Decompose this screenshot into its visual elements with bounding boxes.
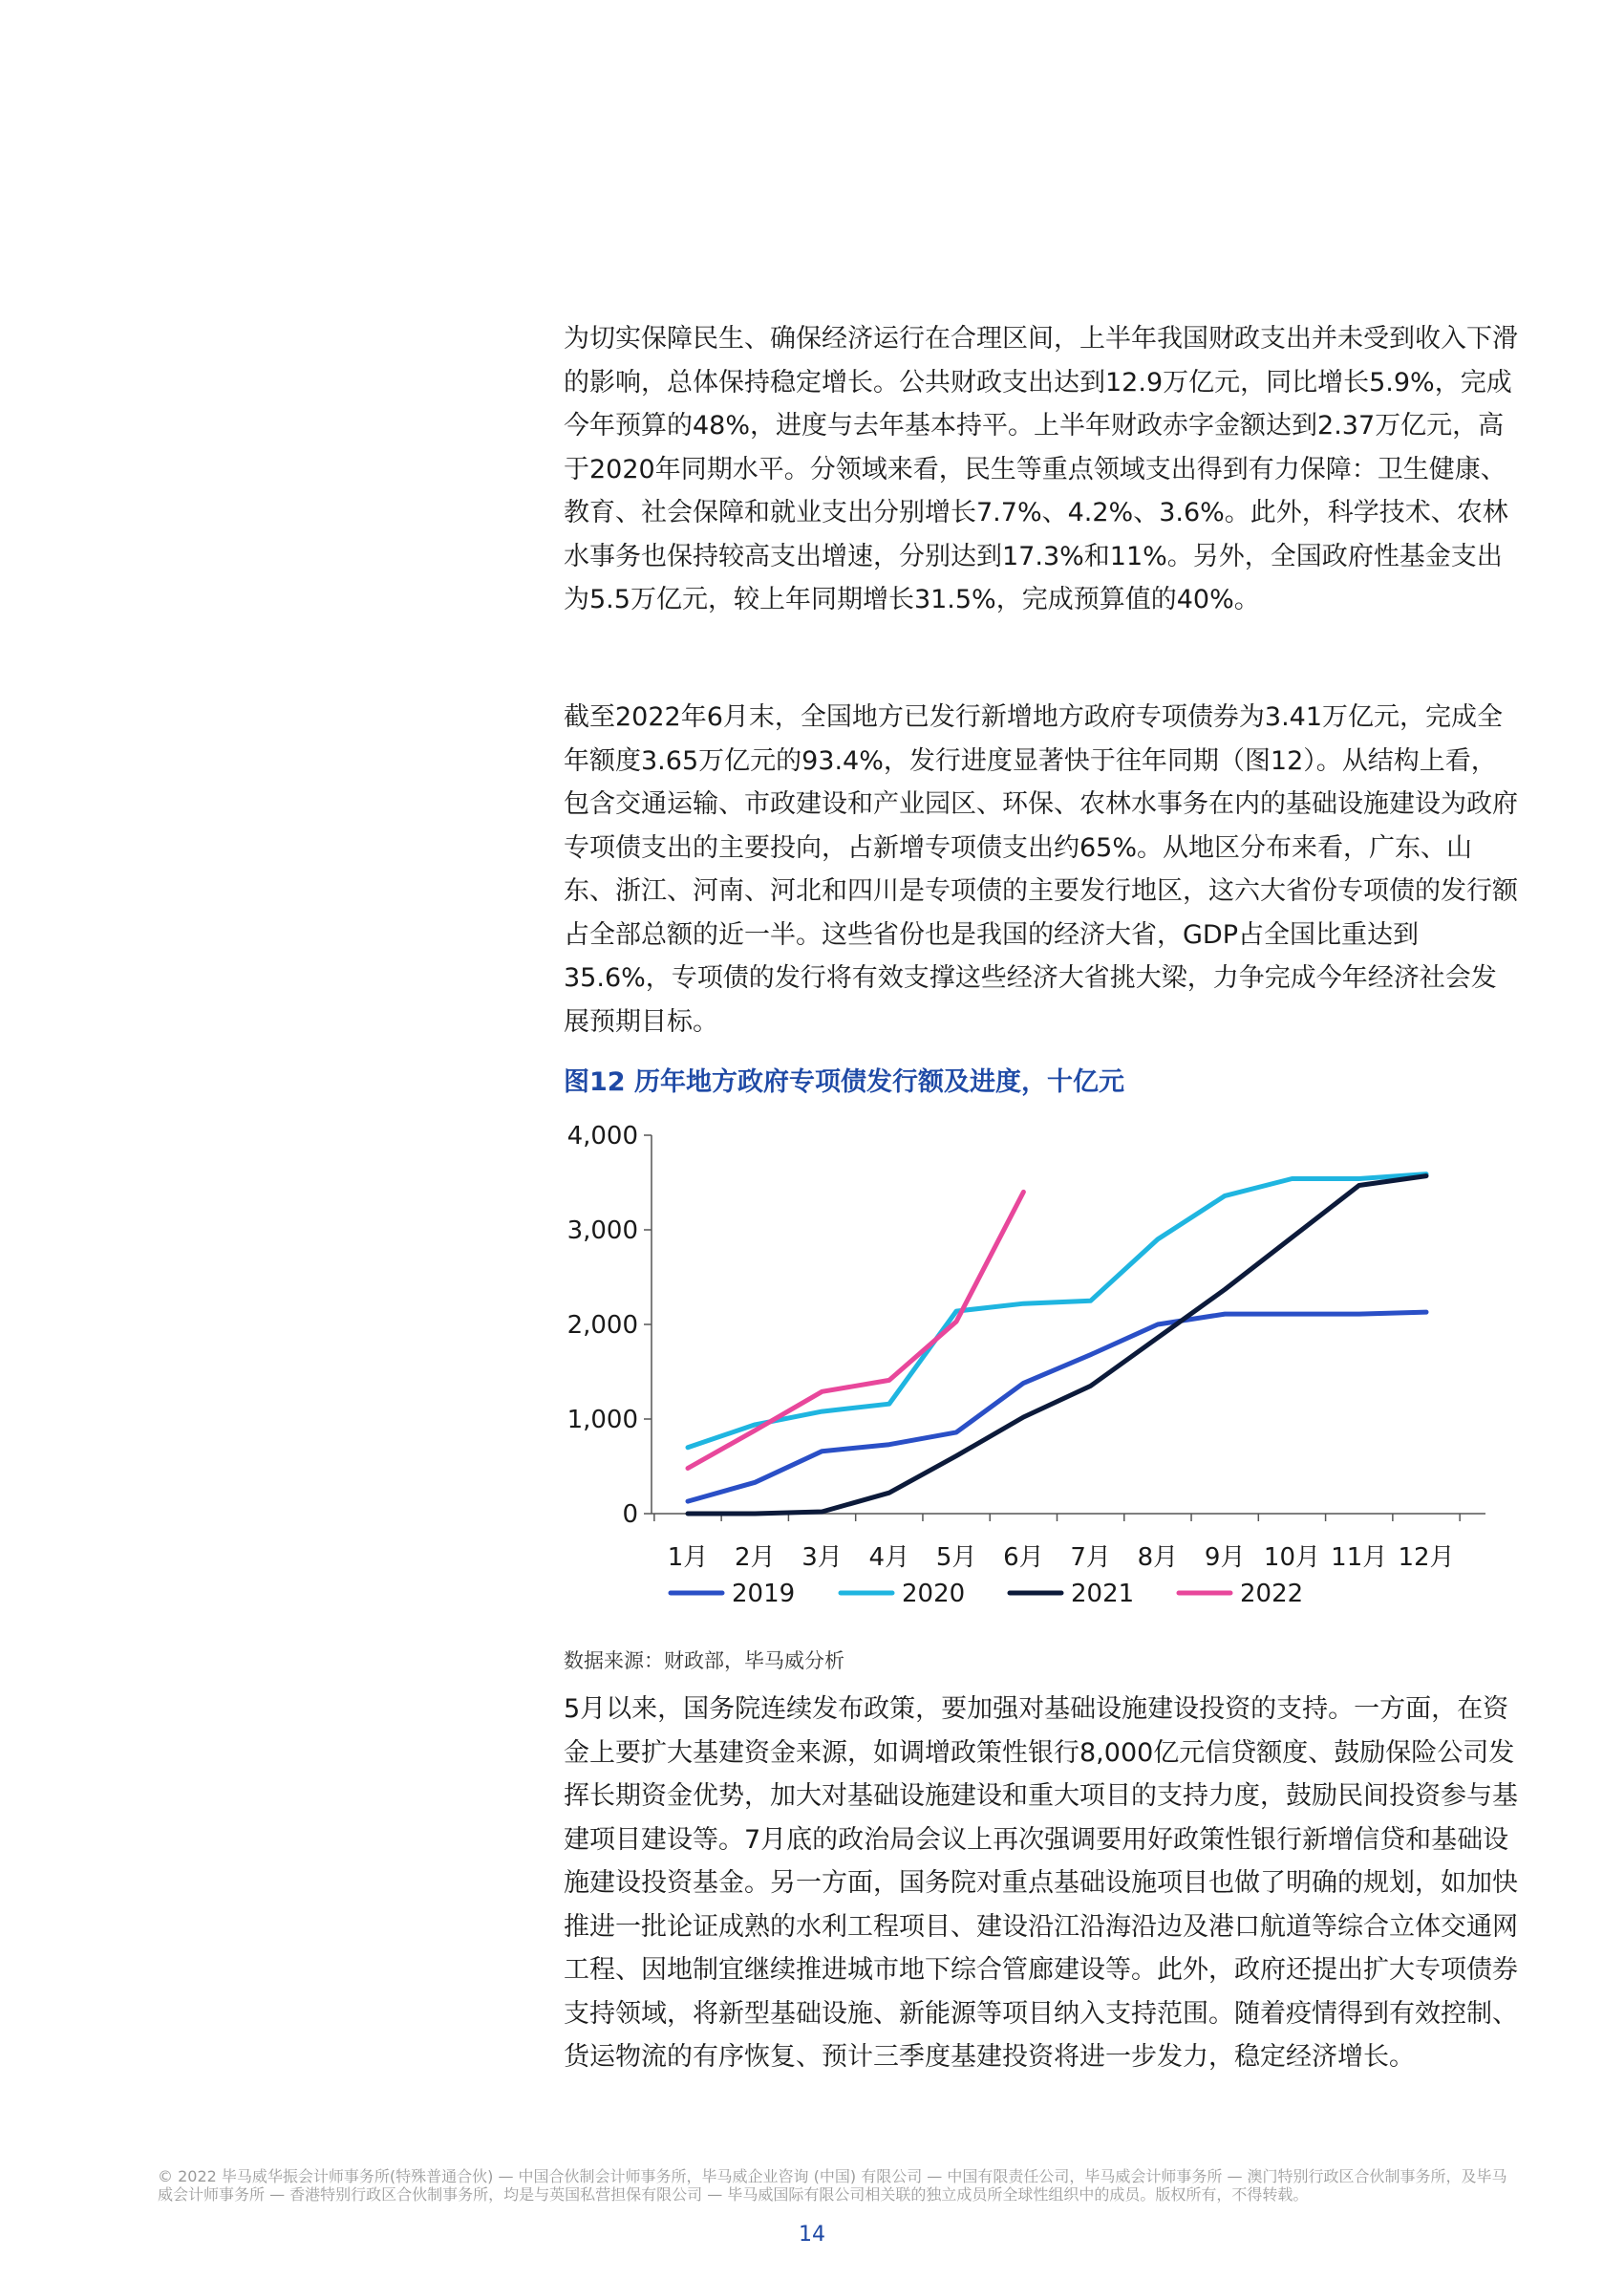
- x-tick-label: 11月: [1331, 1543, 1388, 1572]
- x-tick-label: 2月: [734, 1543, 776, 1572]
- y-tick-label: 1,000: [566, 1406, 638, 1434]
- y-tick-label: 3,000: [566, 1216, 638, 1245]
- x-tick-label: 1月: [667, 1543, 709, 1572]
- y-tick-label: 0: [622, 1500, 638, 1529]
- x-tick-label: 10月: [1263, 1543, 1321, 1572]
- y-tick-label: 2,000: [566, 1311, 638, 1340]
- bond-issuance-line-chart: [535, 1108, 1490, 1624]
- x-tick-label: 8月: [1137, 1543, 1179, 1572]
- series-line-2022: [688, 1192, 1023, 1468]
- legend-label-2020: 2020: [902, 1580, 966, 1608]
- footer-copyright: © 2022 毕马威华振会计师事务所(特殊普通合伙) — 中国合伙制会计师事务所，毕马威企业咨询 (中国) 有限公司 — 中国有限责任公司，毕马威会计师事务所 — 澳门特别行政区合伙制事务所，及毕马威会计师事务所 — 香港特别行政区合伙制事务所，均是与英国私营担保有限公司 — 毕马威国际有限公司相关联的独立成员所全球性组织中的成员。版权所有，不得转载。: [158, 2167, 1507, 2204]
- legend-label-2019: 2019: [732, 1580, 796, 1608]
- paragraph-infrastructure-policy: 5月以来，国务院连续发布政策，要加强对基础设施建设投资的支持。一方面，在资金上要扩大基建资金来源，如调增政策性银行8,000亿元信贷额度、鼓励保险公司发挥长期资金优势，加大对基础设施建设和重大项目的支持力度，鼓励民间投资参与基建项目建设等。7月底的政治局会议上再次强调要用好政策性银行新增信贷和基础设施建设投资基金。另一方面，国务院对重点基础设施项目也做了明确的规划，如加快推进一批论证成熟的水利工程项目、建设沿江沿海沿边及港口航道等综合立体交通网工程、因地制宜继续推进城市地下综合管廊建设等。此外，政府还提出扩大专项债券支持领域，将新型基础设施、新能源等项目纳入支持范围。随着疫情得到有效控制、货运物流的有序恢复、预计三季度基建投资将进一步发力，稳定经济增长。: [564, 1694, 1518, 2072]
- x-tick-label: 12月: [1398, 1543, 1455, 1572]
- y-tick-label: 4,000: [566, 1122, 638, 1151]
- paragraph-fiscal-spending: 为切实保障民生、确保经济运行在合理区间，上半年我国财政支出并未受到收入下滑的影响，总体保持稳定增长。公共财政支出达到12.9万亿元，同比增长5.9%，完成今年预算的48%，进度与去年基本持平。上半年财政赤字金额达到2.37万亿元，高于2020年同期水平。分领域来看，民生等重点领域支出得到有力保障：卫生健康、教育、社会保障和就业支出分别增长7.7%、4.2%、3.6%。此外，科学技术、农林水事务也保持较高支出增速，分别达到17.3%和11%。另外，全国政府性基金支出为5.5万亿元，较上年同期增长31.5%，完成预算值的40%。: [564, 324, 1518, 614]
- page-number: 14: [799, 2223, 825, 2247]
- figure-title: 图12 历年地方政府专项债发行额及进度，十亿元: [564, 1067, 1124, 1097]
- legend-label-2022: 2022: [1240, 1580, 1304, 1608]
- x-tick-label: 7月: [1070, 1543, 1111, 1572]
- figure-source: 数据来源：财政部，毕马威分析: [564, 1649, 844, 1672]
- legend-label-2021: 2021: [1071, 1580, 1135, 1608]
- x-tick-label: 6月: [1003, 1543, 1044, 1572]
- x-tick-label: 9月: [1204, 1543, 1246, 1572]
- x-tick-label: 5月: [935, 1543, 977, 1572]
- x-tick-label: 3月: [801, 1543, 843, 1572]
- x-tick-label: 4月: [868, 1543, 910, 1572]
- paragraph-special-bonds: 截至2022年6月末，全国地方已发行新增地方政府专项债券为3.41万亿元，完成全年额度3.65万亿元的93.4%，发行进度显著快于往年同期（图12）。从结构上看，包含交通运输、市政建设和产业园区、环保、农林水事务在内的基础设施建设为政府专项债支出的主要投向，占新增专项债支出约65%。从地区分布来看，广东、山东、浙江、河南、河北和四川是专项债的主要发行地区，这六大省份专项债的发行额占全部总额的近一半。这些省份也是我国的经济大省，GDP占全国比重达到35.6%，专项债的发行将有效支撑这些经济大省挑大梁，力争完成今年经济社会发展预期目标。: [564, 702, 1518, 1037]
